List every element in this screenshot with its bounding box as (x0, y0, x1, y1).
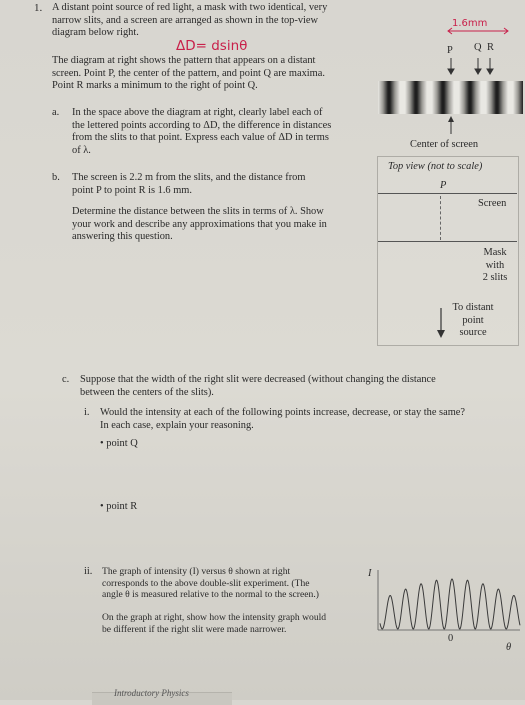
part-c-text (80, 374, 510, 399)
part-cii-line: corresponds to the above double-slit experiment. (The (102, 577, 310, 589)
center-caption: Center of screen (410, 139, 479, 150)
graph-origin-label: 0 (448, 633, 454, 644)
part-a-line: In the space above the diagram at right, clearly label each of (72, 107, 323, 118)
mask-label-line: Mask (483, 247, 507, 258)
handwritten-formula: ΔD= dsinθ (176, 38, 248, 54)
part-a-label: a. (52, 107, 60, 118)
source-arrow (434, 306, 448, 340)
part-b-text (72, 172, 372, 197)
part-cii-line: be different if the right slit were made narrower. (102, 623, 287, 635)
footer-text: Introductory Physics (114, 688, 189, 698)
part-b-line: your work and describe any approximations that you make in (72, 218, 327, 230)
part-c-line: Suppose that the width of the right slit were decreased (without changing the distance (80, 374, 436, 385)
part-cii-line: angle θ is measured relative to the normal to the screen.) (102, 589, 319, 600)
part-a-line: the lettered points according to ΔD, the difference in distances (72, 119, 332, 131)
handwritten-measure: 1.6mm (452, 18, 488, 29)
part-b-line: The screen is 2.2 m from the slits, and the distance from (72, 172, 306, 183)
bullet-dot: • (100, 438, 107, 449)
measure-arrow (446, 26, 510, 36)
part-a-line: of λ. (72, 144, 91, 156)
point-q-label: Q (474, 42, 482, 53)
part-b-line: answering this question. (72, 231, 173, 242)
part-c-label: c. (62, 374, 70, 385)
point-p-label: P (447, 45, 453, 56)
part-cii-text (102, 566, 367, 601)
part-cii-text-2 (102, 612, 367, 635)
part-b-text-2 (72, 206, 372, 244)
part-cii-line: The graph of intensity (I) versus θ shown at right (102, 566, 291, 577)
source-label-line: To distant (452, 302, 494, 313)
part-ci-line: In each case, explain your reasoning. (100, 419, 254, 431)
part-c-line: between the centers of the slits). (80, 386, 214, 398)
intro-line: A distant point source of red light, a mask with two identical, very (52, 2, 328, 13)
mask-label-line: 2 slits (482, 272, 508, 283)
mask-line (378, 241, 517, 242)
part-b-line: point P to point R is 1.6 mm. (72, 184, 192, 196)
mask-label-line: with (485, 259, 505, 271)
desc-line: Point R marks a minimum to the right of point Q. (52, 80, 258, 91)
bullet-point-q (100, 438, 138, 451)
source-label (448, 302, 498, 340)
center-arrow (440, 114, 460, 136)
desc-line: The diagram at right shows the pattern that appears on a distant (52, 55, 316, 66)
intro-line: narrow slits, and a screen are arranged as shown in the top-view (52, 14, 319, 26)
bullet-q-text: point Q (106, 438, 138, 449)
source-label-line: point (462, 314, 484, 326)
intro-line: diagram below right. (52, 27, 139, 38)
graph-x-label: θ (506, 642, 512, 653)
description-text (52, 55, 382, 93)
desc-line: screen. Point P, the center of the pattern, and point Q are maxima. (52, 67, 325, 79)
bullet-dot: • (100, 501, 107, 512)
part-cii-line: On the graph at right, show how the intensity graph would (102, 612, 327, 623)
part-a-text (72, 107, 372, 157)
point-r-label: R (487, 42, 494, 53)
intensity-curve (380, 579, 520, 629)
part-ci-text (100, 407, 520, 432)
intro-text (52, 2, 382, 40)
part-b-line: Determine the distance between the slits in terms of λ. Show (72, 206, 324, 217)
source-label-line: source (459, 327, 487, 338)
point-arrows (440, 56, 500, 76)
bullet-r-text: point R (106, 501, 138, 512)
part-b-label: b. (52, 172, 60, 183)
center-dashed-line (440, 196, 441, 240)
part-cii-label: ii. (84, 566, 93, 577)
graph-y-label: I (368, 568, 372, 579)
bullet-point-r (100, 501, 137, 514)
problem-number: 1. (34, 2, 43, 14)
intensity-graph (374, 568, 522, 636)
mask-label (480, 247, 510, 285)
part-ci-label: i. (84, 407, 90, 418)
screen-label: Screen (478, 198, 507, 209)
part-a-line: from the slits to that point. Express each value of ΔD in terms (72, 132, 329, 143)
top-view-p-label: P (440, 180, 447, 191)
screen-line (378, 193, 517, 194)
fringe-pattern (378, 81, 523, 114)
part-ci-line: Would the intensity at each of the following points increase, decrease, or stay the same? (100, 407, 466, 418)
top-view-title: Top view (not to scale) (388, 161, 483, 172)
